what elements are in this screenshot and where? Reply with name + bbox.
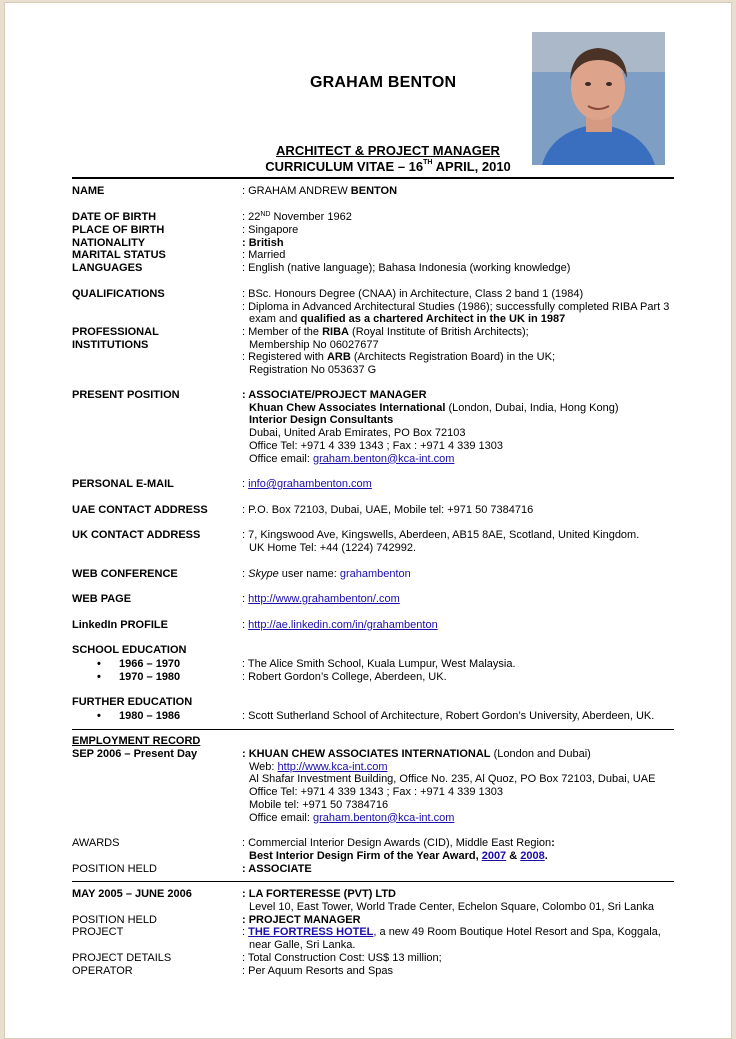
value-nationality: : British [242,237,284,249]
employment-2-divider [72,881,674,882]
value-name: : GRAHAM ANDREW BENTON [242,185,398,197]
school-item-2-years: • 1970 – 1980 [97,671,181,683]
value-linkedin: : http://ae.linkedin.com/in/grahambenton [242,619,438,631]
label-languages: LANGUAGES [72,262,143,274]
label-further: FURTHER EDUCATION [72,696,193,708]
label-pob: PLACE OF BIRTH [72,224,165,236]
label-name: NAME [72,185,105,197]
school-item-1: : The Alice Smith School, Kuala Lumpur, West Malaysia. [242,658,516,670]
label-awards: AWARDS [72,837,120,849]
label-qualifications: QUALIFICATIONS [72,288,165,300]
value-project-details: : Total Construction Cost: US$ 13 million; [242,952,442,964]
label-may2005: MAY 2005 – JUNE 2006 [72,888,192,900]
value-professional: : Member of the RIBA (Royal Institute of British Architects); Membership No 06027677 : Registered with ARB (Architects Registration Board) in the UK; Registration No 053637 G [242,326,556,377]
further-item-1-years: • 1980 – 1986 [97,710,181,722]
further-item-1: : Scott Sutherland School of Architecture, Robert Gordon’s University, Aberdeen, UK. [242,710,655,722]
value-employment-1: : KHUAN CHEW ASSOCIATES INTERNATIONAL (London and Dubai) Web: http://www.kca-int.com Al Shafar Investment Building, Office No. 235, Al Quoz, PO Box 72103, Dubai, UAE Office Tel: +971 4 339 1343 ; Fax : +971 4 339 1303 Mobile tel: +971 50 7384716 Office email: graham.benton@kca-int.com [242,748,656,824]
label-professional: PROFESSIONAL INSTITUTIONS [72,326,159,351]
label-position-held-2: POSITION HELD [72,914,157,926]
label-marital: MARITAL STATUS [72,249,166,261]
label-nationality: NATIONALITY [72,237,146,249]
kca-web-link[interactable]: http://www.kca-int.com [277,760,388,773]
value-position-held-2: : PROJECT MANAGER [242,914,361,926]
label-operator: OPERATOR [72,965,133,977]
school-item-2: : Robert Gordon’s College, Aberdeen, UK. [242,671,447,683]
label-uae: UAE CONTACT ADDRESS [72,504,208,516]
cv-name-heading: GRAHAM BENTON [310,74,457,91]
cv-date-line: CURRICULUM VITAE – 16TH APRIL, 2010 [265,159,511,174]
cv-subtitle [218,143,558,175]
linkedin-link[interactable]: http://ae.linkedin.com/in/grahambenton [248,619,438,631]
value-project: : THE FORTRESS HOTEL, a new 49 Room Boutique Hotel Resort and Spa, Koggala, near Galle, Sri Lanka. [242,926,661,951]
value-qualifications: : BSc. Honours Degree (CNAA) in Architecture, Class 2 band 1 (1984) : Diploma in Advanced Architectural Studies (1986); successfully completed RIBA Part 3 exam and qualified as a chartered Architect in the UK in 1987 [242,288,670,326]
label-email: PERSONAL E-MAIL [72,478,174,490]
value-position-held: : ASSOCIATE [242,863,312,875]
label-linkedin: LinkedIn PROFILE [72,619,168,631]
value-present-position: : ASSOCIATE/PROJECT MANAGER Khuan Chew Associates International (London, Dubai, India, Hong Kong) Interior Design Consultants Dubai, United Arab Emirates, PO Box 72103 Office Tel: +971 4 339 1343 ; Fax : +971 4 339 1303 Office email: graham.benton@kca-int.com [242,389,619,465]
label-position-held: POSITION HELD [72,863,157,875]
label-webpage: WEB PAGE [72,593,132,605]
value-awards: : Commercial Interior Design Awards (CID), Middle East Region: Best Interior Design Firm of the Year Award, 2007 & 2008. [242,837,555,862]
portrait-photo [532,32,665,165]
header-divider [72,177,674,179]
kca-email-link[interactable]: graham.benton@kca-int.com [313,811,455,824]
label-project: PROJECT [72,926,124,938]
value-languages: : English (native language); Bahasa Indonesia (working knowledge) [242,262,571,274]
value-pob: : Singapore [242,224,299,236]
job-title: ARCHITECT & PROJECT MANAGER [276,143,500,158]
cv-page [4,2,732,1039]
label-sep2006: SEP 2006 – Present Day [72,748,198,760]
value-employment-2: : LA FORTERESSE (PVT) LTD Level 10, East Tower, World Trade Center, Echelon Square, Colombo 01, Sri Lanka [242,888,654,913]
value-webpage: : http://www.grahambenton/.com [242,593,400,605]
label-school: SCHOOL EDUCATION [72,644,187,656]
label-webconf: WEB CONFERENCE [72,568,178,580]
fortress-hotel-link[interactable]: THE FORTRESS HOTEL [248,926,374,938]
value-webconf: : Skype user name: grahambenton [242,568,411,580]
label-uk: UK CONTACT ADDRESS [72,529,201,541]
webpage-link[interactable]: http://www.grahambenton/.com [248,593,400,605]
office-email-link[interactable]: graham.benton@kca-int.com [313,452,455,465]
value-uae: : P.O. Box 72103, Dubai, UAE, Mobile tel: +971 50 7384716 [242,504,534,516]
value-email: : info@grahambenton.com [242,478,372,490]
value-marital: : Married [242,249,286,261]
personal-email-link[interactable]: info@grahambenton.com [248,478,372,490]
employment-divider [72,729,674,730]
label-employment: EMPLOYMENT RECORD [72,735,201,747]
value-dob: : 22ND November 1962 [242,211,352,223]
school-item-1-years: • 1966 – 1970 [97,658,181,670]
label-present-position: PRESENT POSITION [72,389,180,401]
label-project-details: PROJECT DETAILS [72,952,172,964]
value-uk: : 7, Kingswood Ave, Kingswells, Aberdeen, AB15 8AE, Scotland, United Kingdom. UK Home Tel: +44 (1224) 742992. [242,529,640,554]
label-dob: DATE OF BIRTH [72,211,157,223]
value-operator: : Per Aquum Resorts and Spas [242,965,394,977]
